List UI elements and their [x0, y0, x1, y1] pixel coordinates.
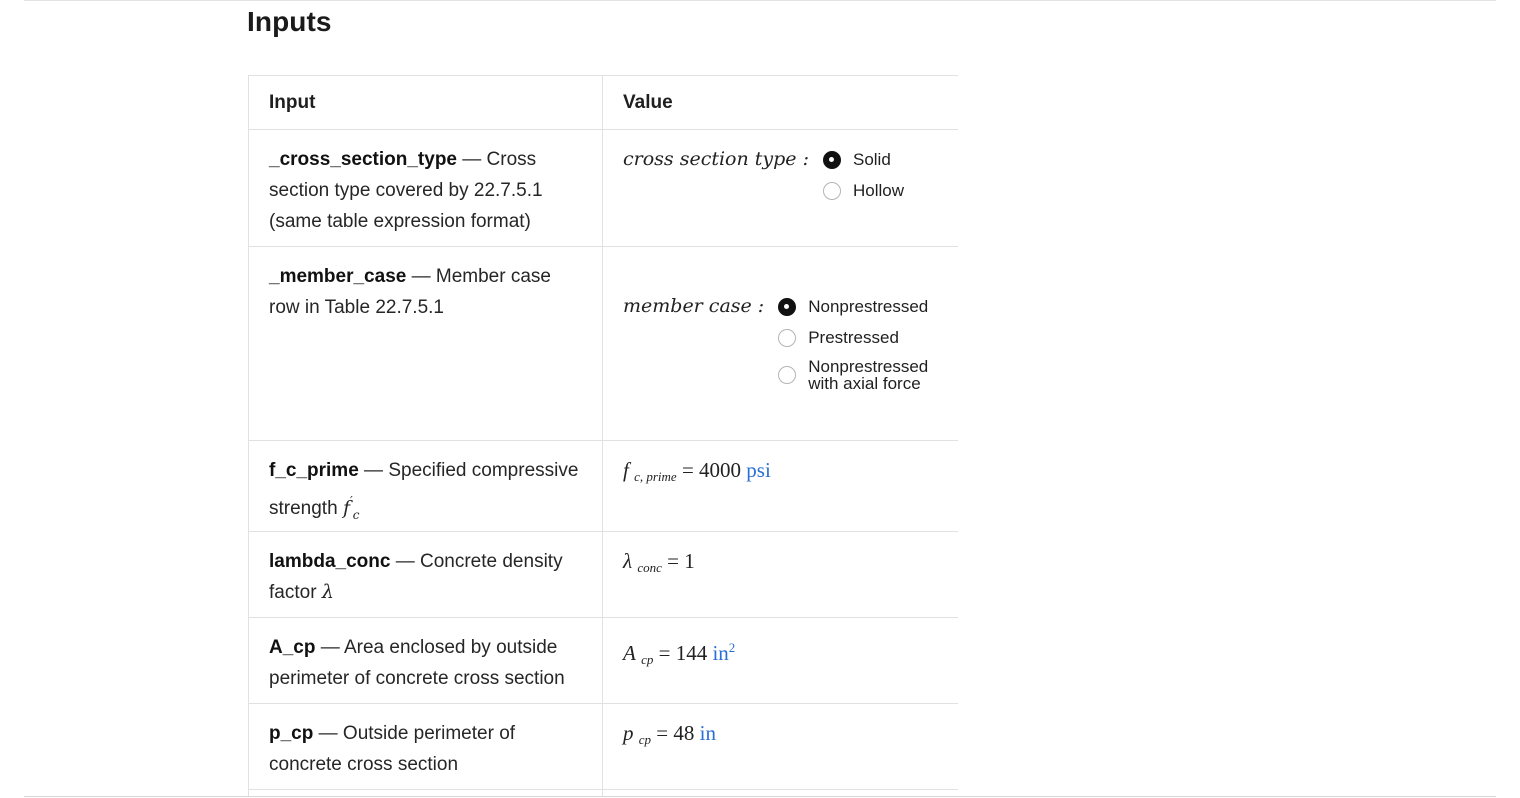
table-header-row [249, 76, 959, 130]
column-header-value: Value [603, 76, 959, 130]
value-number: = 48 [656, 720, 695, 745]
value-label: cross section type : [623, 148, 809, 170]
input-desc: — Cross section type covered by 22.7.5.1 (same table expression format) [269, 149, 543, 232]
table-row [249, 703, 959, 789]
value-number: = 1 [667, 548, 695, 573]
radio-label: Solid [852, 150, 891, 169]
variable-symbol: p [623, 720, 634, 745]
input-description [249, 617, 603, 703]
value-label: member case : [623, 295, 765, 317]
input-description [249, 247, 603, 441]
value-unit: psi [746, 458, 771, 482]
input-desc: — Member case row in Table 22.7.5.1 [269, 266, 551, 318]
value-number: = 4000 [681, 458, 742, 482]
radio-label: Hollow [852, 181, 905, 200]
variable-symbol: λ [623, 548, 633, 573]
variable-subscript: cp [638, 731, 652, 747]
cross-section-type-radio-group [623, 144, 938, 206]
value-unit: $in^2$ [712, 639, 736, 665]
input-name: A_cp [269, 636, 316, 658]
table-row [249, 441, 959, 532]
input-desc: — Area enclosed by outside perimeter of concrete cross section [269, 636, 565, 689]
input-desc: — Concrete density factor [269, 550, 563, 603]
input-value-cell [603, 531, 959, 617]
value-expression [623, 721, 716, 745]
input-description [249, 441, 603, 532]
radio-checked-icon[interactable] [778, 298, 796, 316]
table-row [249, 617, 959, 703]
value-number: = 144 [658, 640, 708, 665]
input-name: _cross_section_type [269, 149, 457, 170]
inputs-table [248, 75, 958, 797]
radio-option-hollow[interactable] [823, 175, 904, 206]
input-desc: — Outside perimeter of concrete cross section [269, 722, 516, 775]
radio-checked-icon[interactable] [823, 151, 841, 169]
input-description [249, 703, 603, 789]
radio-option-nonprestressed[interactable] [778, 291, 940, 322]
top-divider [24, 0, 1496, 1]
variable-symbol: A [623, 640, 636, 665]
column-header-input: Input [249, 76, 603, 130]
input-name: f_c_prime [269, 460, 359, 481]
input-name: lambda_conc [269, 550, 391, 572]
radio-unchecked-icon[interactable] [778, 366, 796, 384]
input-value-cell [603, 617, 959, 703]
input-name: _member_case [269, 266, 407, 287]
table-row [249, 247, 959, 441]
radio-label: Prestressed [808, 328, 899, 347]
radio-unchecked-icon[interactable] [823, 182, 841, 200]
math-symbol: $f'_c$ [342, 494, 360, 522]
value-expression [623, 458, 771, 482]
variable-subscript: c, prime [634, 469, 677, 484]
value-unit: in [699, 720, 716, 745]
table-row [249, 130, 959, 247]
page-title: Inputs [247, 6, 332, 37]
value-expression [623, 549, 695, 573]
variable-subscript: conc [637, 559, 662, 575]
variable-subscript: cp [641, 651, 654, 667]
input-name: p_cp [269, 722, 314, 744]
radio-unchecked-icon[interactable] [778, 329, 796, 347]
math-symbol: λ [321, 580, 334, 603]
input-value-cell [603, 247, 959, 441]
input-desc: — Specified compressive strength [269, 460, 579, 519]
input-description [249, 531, 603, 617]
radio-label: Nonprestressed with axial force [808, 357, 929, 393]
member-case-radio-group [623, 291, 952, 397]
radio-option-prestressed[interactable] [778, 322, 940, 353]
input-value-cell [603, 703, 959, 789]
bottom-divider [24, 796, 1496, 797]
input-description [249, 130, 603, 247]
table-row [249, 531, 959, 617]
input-value-cell [603, 441, 959, 532]
radio-option-nonprestressed-axial[interactable] [778, 353, 940, 397]
radio-label: Nonprestressed [808, 297, 929, 316]
variable-symbol: f [623, 458, 629, 482]
value-expression [623, 641, 735, 665]
inputs-table-container [248, 75, 958, 797]
radio-option-solid[interactable] [823, 144, 904, 175]
input-value-cell [603, 130, 959, 247]
